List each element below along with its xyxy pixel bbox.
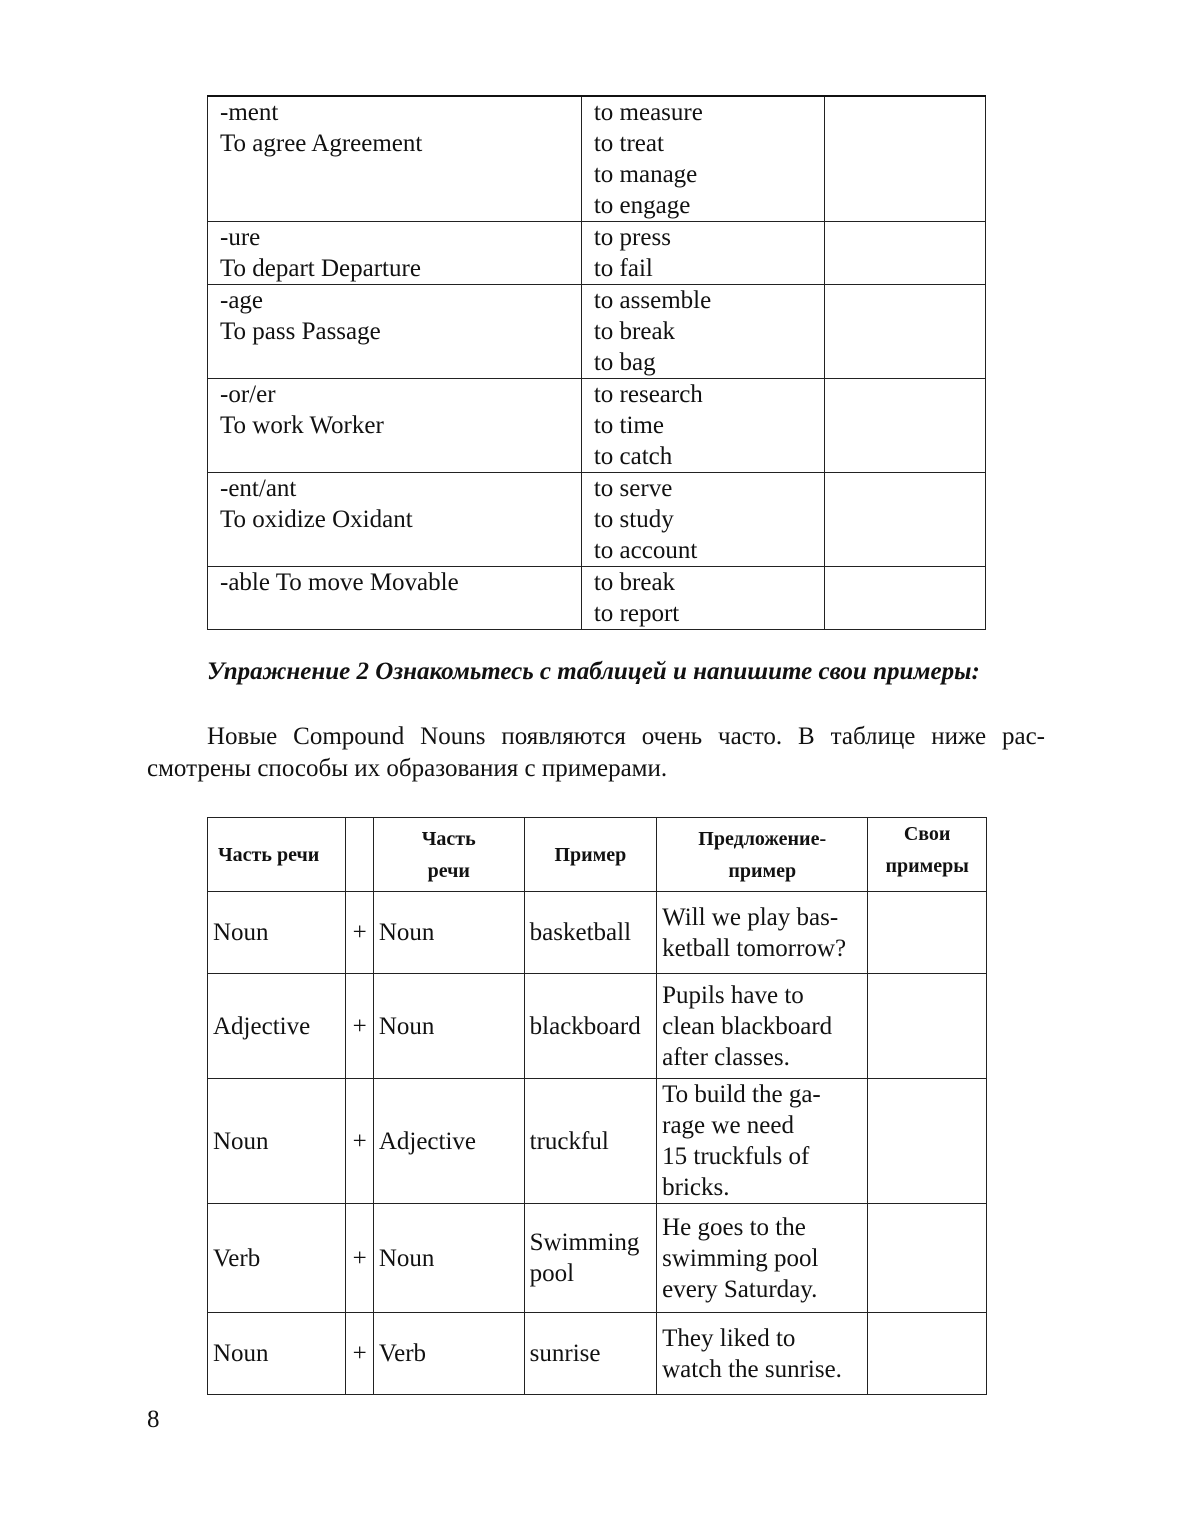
- header-part-of-speech-1: Часть речи: [208, 818, 346, 892]
- sentence-line: To build the ga-: [662, 1081, 821, 1108]
- own-example-cell: [868, 1079, 987, 1204]
- sentence-line: after classes.: [662, 1043, 790, 1071]
- verb-item: to research: [593, 381, 703, 408]
- own-example-cell: [868, 1313, 987, 1395]
- suffix-example: To agree Agreement: [220, 130, 423, 157]
- example-sentence: [657, 892, 868, 974]
- sentence-line: Will we play bas-: [662, 903, 839, 931]
- suffix-cell: [208, 379, 582, 473]
- table-row: [208, 567, 986, 630]
- plus-sign: +: [346, 892, 373, 974]
- paragraph-line: смотрены способы их образования с примерами.: [147, 755, 668, 782]
- sentence-line: watch the sunrise.: [662, 1355, 842, 1383]
- header-line: Часть: [421, 827, 476, 850]
- suffix-cell: [208, 473, 582, 567]
- verb-item: to time: [593, 412, 664, 439]
- suffix-table: [207, 95, 986, 630]
- plus-sign: +: [346, 1079, 373, 1204]
- table-row: [208, 974, 987, 1079]
- verbs-cell: [581, 473, 825, 567]
- part-of-speech-2: Noun: [373, 892, 524, 974]
- header-example: Пример: [524, 818, 656, 892]
- sentence-line: swimming pool: [662, 1244, 819, 1272]
- suffix-example: To work Worker: [220, 412, 384, 439]
- table-row: [208, 1313, 987, 1395]
- verbs-cell: [581, 222, 825, 285]
- table-row: [208, 1079, 987, 1204]
- table-row: [208, 1204, 987, 1313]
- sentence-line: clean blackboard: [662, 1012, 833, 1040]
- example-line: blackboard: [529, 1012, 641, 1040]
- part-of-speech-2: Verb: [373, 1313, 524, 1395]
- example-word: [524, 1079, 656, 1204]
- empty-answer-cell: [825, 96, 986, 222]
- example-word: [524, 1313, 656, 1395]
- verb-item: to break: [593, 318, 676, 345]
- own-example-cell: [868, 974, 987, 1079]
- verbs-cell: [581, 285, 825, 379]
- header-part-of-speech-2: [373, 818, 524, 892]
- verb-item: to fail: [593, 255, 653, 282]
- verb-item: to catch: [593, 443, 673, 470]
- example-word: [524, 974, 656, 1079]
- verb-item: to bag: [593, 349, 656, 376]
- suffix-text: -ment: [220, 99, 279, 126]
- verb-item: to account: [593, 537, 698, 564]
- example-line: basketball: [529, 919, 632, 946]
- example-line: sunrise: [529, 1340, 601, 1367]
- sentence-line: 15 truckfuls of: [662, 1143, 810, 1170]
- verb-item: to report: [593, 600, 680, 627]
- verb-item: to assemble: [593, 287, 712, 314]
- table-row: [208, 96, 986, 222]
- part-of-speech-2: Noun: [373, 974, 524, 1079]
- suffix-cell: [208, 285, 582, 379]
- example-sentence: [657, 1204, 868, 1313]
- part-of-speech-2: Adjective: [373, 1079, 524, 1204]
- example-sentence: [657, 974, 868, 1079]
- suffix-text: -age: [220, 287, 264, 314]
- exercise-heading: Упражнение 2 Ознакомьтесь с таблицей и напишите свои примеры:: [207, 658, 980, 685]
- sentence-line: bricks.: [662, 1174, 730, 1201]
- example-word: [524, 1204, 656, 1313]
- part-of-speech-1: Noun: [208, 1079, 346, 1204]
- verb-item: to break: [593, 569, 676, 596]
- suffix-example: To oxidize Oxidant: [220, 506, 413, 533]
- suffix-example: To pass Passage: [220, 318, 381, 345]
- example-line: truckful: [529, 1127, 609, 1155]
- sentence-line: rage we need: [662, 1112, 794, 1139]
- suffix-text: -ent/ant: [220, 475, 297, 502]
- table-row: [208, 285, 986, 379]
- header-line: примеры: [885, 855, 969, 877]
- intro-paragraph: [147, 721, 1045, 785]
- compound-nouns-table: [207, 817, 987, 1395]
- table-row: [208, 473, 986, 567]
- verbs-cell: [581, 96, 825, 222]
- example-sentence: [657, 1313, 868, 1395]
- part-of-speech-1: Noun: [208, 1313, 346, 1395]
- suffix-text: -able To move Movable: [220, 569, 459, 596]
- header-line: Свои: [903, 823, 951, 845]
- suffix-cell: [208, 222, 582, 285]
- part-of-speech-2: Noun: [373, 1204, 524, 1313]
- empty-answer-cell: [825, 222, 986, 285]
- empty-answer-cell: [825, 379, 986, 473]
- empty-answer-cell: [825, 473, 986, 567]
- header-own-examples: [868, 818, 987, 892]
- header-line: речи: [427, 859, 470, 882]
- suffix-text: -ure: [220, 224, 261, 251]
- sentence-line: Pupils have to: [662, 981, 804, 1009]
- example-line: pool: [529, 1260, 575, 1287]
- verb-item: to measure: [593, 99, 703, 126]
- header-row: [208, 818, 987, 892]
- plus-sign: +: [346, 1204, 373, 1313]
- own-example-cell: [868, 892, 987, 974]
- verb-item: to serve: [593, 475, 673, 502]
- sentence-line: He goes to the: [662, 1213, 806, 1241]
- part-of-speech-1: Noun: [208, 892, 346, 974]
- example-line: Swimming: [529, 1229, 640, 1256]
- header-plus-empty: [346, 818, 373, 892]
- verb-item: to study: [593, 506, 674, 533]
- suffix-cell: [208, 567, 582, 630]
- page-number: 8: [147, 1406, 160, 1433]
- header-line: Предложение-: [698, 827, 827, 850]
- verb-item: to manage: [593, 161, 698, 188]
- verb-item: to treat: [593, 130, 664, 157]
- part-of-speech-1: Verb: [208, 1204, 346, 1313]
- verbs-cell: [581, 567, 825, 630]
- example-word: [524, 892, 656, 974]
- sentence-line: ketball tomorrow?: [662, 934, 847, 962]
- verbs-cell: [581, 379, 825, 473]
- sentence-line: They liked to: [662, 1324, 796, 1352]
- own-example-cell: [868, 1204, 987, 1313]
- table-row: [208, 892, 987, 974]
- plus-sign: +: [346, 974, 373, 1079]
- header-sentence: [657, 818, 868, 892]
- header-line: пример: [728, 859, 797, 882]
- verb-item: to engage: [593, 192, 691, 219]
- table-row: [208, 222, 986, 285]
- empty-answer-cell: [825, 567, 986, 630]
- suffix-example: To depart Departure: [220, 255, 421, 282]
- paragraph-line: Новые Compound Nouns появляются очень часто. В таблице ниже рас-: [207, 723, 1045, 750]
- suffix-cell: [208, 96, 582, 222]
- table-row: [208, 379, 986, 473]
- example-sentence: [657, 1079, 868, 1204]
- sentence-line: every Saturday.: [662, 1275, 818, 1303]
- plus-sign: +: [346, 1313, 373, 1395]
- empty-answer-cell: [825, 285, 986, 379]
- verb-item: to press: [593, 224, 671, 251]
- suffix-text: -or/er: [220, 381, 276, 408]
- part-of-speech-1: Adjective: [208, 974, 346, 1079]
